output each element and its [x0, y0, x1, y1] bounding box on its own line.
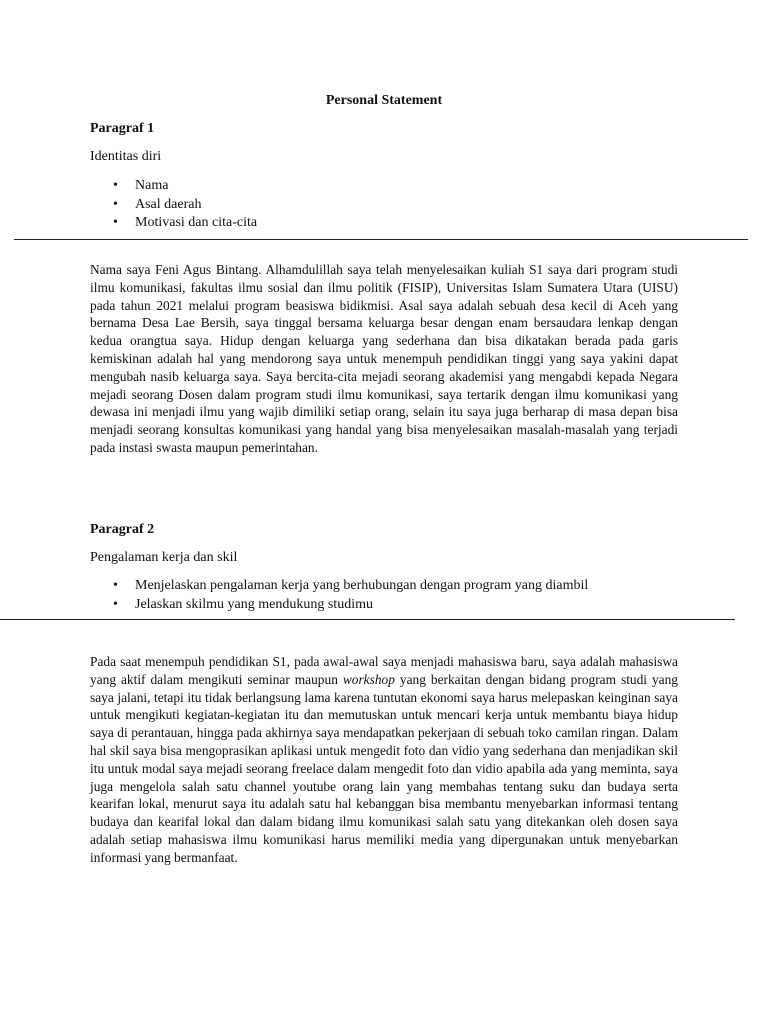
list-item: • Asal daerah	[90, 196, 257, 215]
section2-bullet-list	[90, 577, 588, 614]
section2-heading: Paragraf 2	[90, 522, 155, 537]
section1-divider	[14, 239, 748, 240]
section2-body-italic-term: workshop	[342, 671, 395, 687]
section2-subheading: Pengalaman kerja dan skil	[90, 550, 238, 565]
section1-bullet-list	[90, 177, 257, 233]
section2-divider	[0, 619, 735, 620]
section2-body	[90, 653, 678, 867]
section1-heading: Paragraf 1	[90, 121, 155, 136]
document-title: Personal Statement	[325, 93, 443, 108]
list-item: • Menjelaskan pengalaman kerja yang berhubungan dengan program yang diambil	[90, 577, 588, 596]
list-item: • Jelaskan skilmu yang mendukung studimu	[90, 596, 588, 615]
section2-body-text-2: yang berkaitan dengan bidang program studi yang saya jalani, tetapi itu tidak berlangsung lama karena tuntutan ekonomi saya harus melepaskan keinginan saya untuk mengikuti kegiatan-kegiatan itu dan memutuskan untuk mencari kerja untuk membantu biaya hidup saya di perantauan, hingga pada akhirnya saya mendapatkan pekerjaan di sebuah toko camilan ringan. Dalam hal skil saya bisa mengoprasikan aplikasi untuk mengedit foto dan vidio yang sederhana dan menjadikan skil itu untuk modal saya mejadi seorang freelace dalam mengedit foto dan vidio apabila ada yang meminta, saya juga mengelola salah satu channel youtube orang lain yang membahas tentang suku dan budaya serta kearifan lokal, menurut saya itu adalah satu hal kebanggan bisa membantu menyebarkan informasi tentang budaya dan kearifal lokal dan dalam bidang ilmu komunikasi salah satu yang ditekankan oleh dosen saya adalah setiap mahasiswa ilmu komunikasi harus memiliki media yang dipergunakan untuk menyebarkan informasi yang bermanfaat.	[90, 671, 679, 865]
list-item: • Nama	[90, 177, 257, 196]
section2-body-text-1: Pada saat menempuh pendidikan S1, pada awal-awal saya menjadi mahasiswa baru, saya adalah mahasiswa yang aktif dalam mengikuti seminar maupun	[90, 654, 678, 687]
section1-subheading: Identitas diri	[90, 149, 162, 164]
list-item: • Motivasi dan cita-cita	[90, 214, 257, 233]
section1-body: Nama saya Feni Agus Bintang. Alhamdulillah saya telah menyelesaikan kuliah S1 saya dari program studi ilmu komunikasi, fakultas ilmu sosial dan ilmu politik (FISIP), Universitas Islam Sumatera Utara (UISU) pada tahun 2021 melalui program beasiswa bidikmisi. Asal saya adalah sebuah desa kecil di Aceh yang bernama Desa Lae Bersih, saya tinggal bersama keluarga besar dengan enam bersaudara lenkap dengan kedua orangtua saya. Hidup dengan keluarga yang sederhana dan bisa dikatakan berada pada garis kemiskinan adalah hal yang mendorong saya untuk menempuh pendidikan tinggi yang saya yakini dapat mengubah nasib keluarga saya. Saya bercita-cita mejadi seorang akademisi yang mengabdi kepada Negara mejadi seorang Dosen dalam program studi ilmu komunikasi, saya tertarik dengan ilmu komunikasi yang dewasa ini menjadi ilmu yang wajib dimiliki setiap orang, selain itu saya juga berharap di masa depan bisa menjadi seorang konsultas komunikasi yang handal yang bisa menyelesaikan masalah-masalah yang terjadi pada instasi swasta maupun pemerintahan.	[90, 262, 678, 455]
